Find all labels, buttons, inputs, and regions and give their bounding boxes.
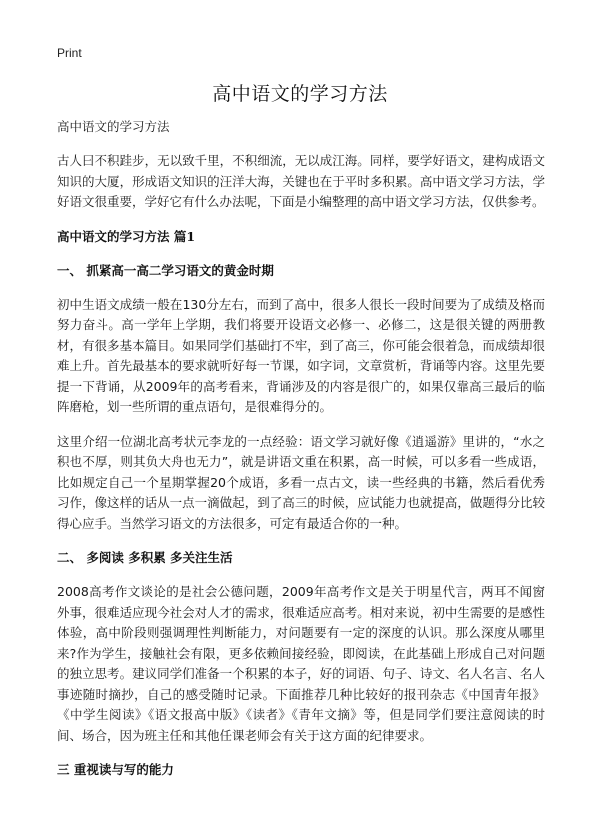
intro-paragraph: 古人曰不积跬步，无以致千里，不积细流，无以成江海。同样，要学好语文，建构成语文知识的大厦，形成语文知识的汪洋大海，关键也在于平时多积累。高中语文学习方法，学好语文很重要，学好它有什么办法呢，下面是小编整理的高中语文学习方法，仅供参考。: [57, 153, 545, 209]
page-title: 高中语文的学习方法: [212, 83, 388, 105]
paragraph-3: 2008高考作文谈论的是社会公德问题，2009年高考作文是关于明星代言，两耳不闻窗外事，很难适应现今社会对人才的需求，很难适应高考。相对来说，初中生需要的是感性体验，高中阶段则强调理性判断能力，对问题要有一定的深度的认识。那么深度从哪里来?作为学生，接触社会有限，更多依赖间接经验，即阅读，在此基础上形成自己对问题的独立思考。建议同学们准备一个积累的本子，好的词语、句子、诗文、名人名言、名人事迹随时摘抄，自己的感受随时记录。下面推荐几种比较好的报刊杂志《中国青年报》《中学生阅读》《语文报高中版》《读者》《青年文摘》等，但是同学们要注意阅读的时间、场合，因为班主任和其他任课老师会有关于这方面的纪律要求。: [57, 584, 545, 743]
paragraph-2: 这里介绍一位湖北高考状元李龙的一点经验：语文学习就好像《逍遥游》里讲的，“水之积也不厚，则其负大舟也无力”，就是讲语文重在积累，高一时候，可以多看一些成语，比如规定自己一个星期掌握20个成语，多看一点古文，读一些经典的书籍，然后看优秀习作，像这样的话从一点一滴做起，到了高三的时候，应试能力也就提高，做题得分比较得心应手。当然学习语文的方法很多，可定有最适合你的一种。: [57, 433, 545, 531]
heading-2: 二、 多阅读 多积累 多关注生活: [57, 550, 233, 565]
print-link[interactable]: Print: [57, 46, 82, 60]
heading-3: 三 重视读与写的能力: [57, 762, 174, 777]
heading-1: 一、 抓紧高一高二学习语文的黄金时期: [57, 262, 274, 278]
article-subtitle: 高中语文的学习方法: [57, 119, 170, 134]
section-title: 高中语文的学习方法 篇1: [57, 228, 196, 244]
paragraph-1: 初中生语文成绩一般在130分左右，而到了高中，很多人很长一段时间要为了成绩及格而努力奋斗。高一学年上学期，我们将要开设语文必修一、必修二，这是很关键的两册教材，有很多基本篇目。如果同学们基础打不牢，到了高三，你可能会很着急，而成绩却很难上升。首先最基本的要求就听好每一节课，如字词，文章赏析，背诵等内容。这里先要提一下背诵，从2009年的高考看来，背诵涉及的内容是很广的，如果仅靠高三最后的临阵磨枪，划一些所谓的重点语句，是很难得分的。: [57, 296, 545, 414]
article-body: [57, 117, 545, 794]
